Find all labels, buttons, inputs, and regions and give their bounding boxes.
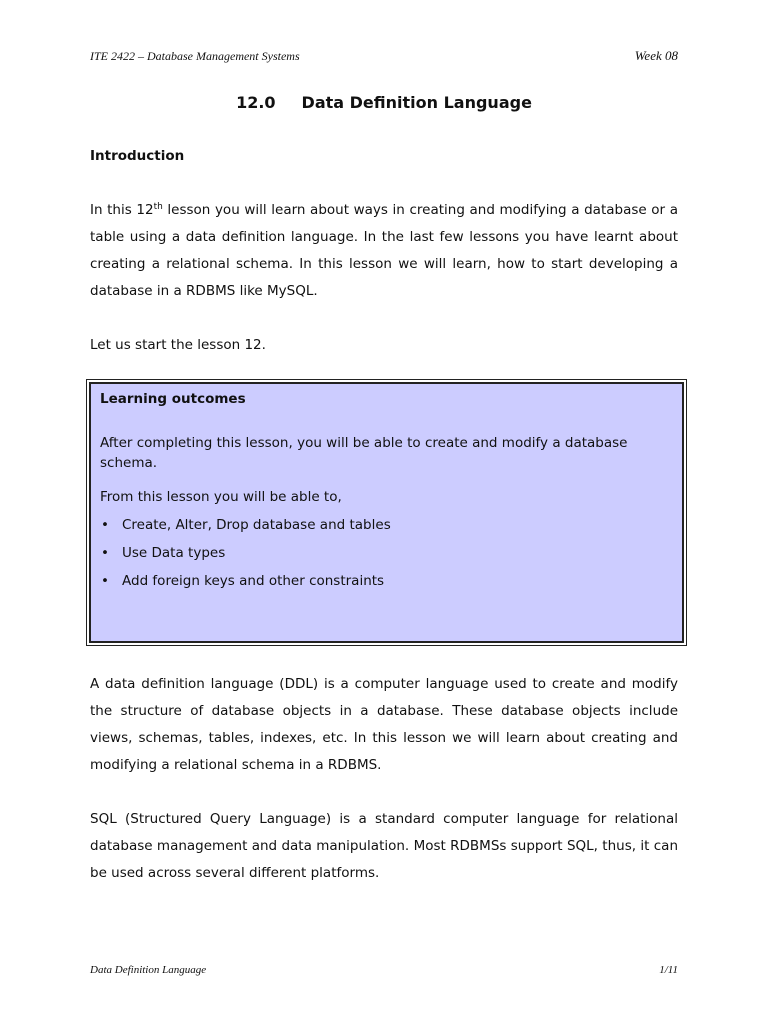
- learning-outcomes-list: [100, 515, 391, 599]
- list-item-text: Use Data types: [122, 545, 226, 561]
- list-item: [100, 571, 391, 599]
- page-number: 1/11: [659, 964, 678, 976]
- section-number: 12.0: [236, 93, 276, 112]
- page-header: [90, 46, 678, 66]
- week-label: Week 08: [634, 48, 678, 63]
- learning-outcomes-lead: From this lesson you will be able to,: [100, 489, 342, 505]
- ordinal-suffix: th: [153, 202, 163, 212]
- introduction-heading: Introduction: [90, 148, 185, 164]
- page-title: [0, 92, 768, 114]
- intro-text-start: In this 12: [90, 202, 154, 218]
- list-item-text: Create, Alter, Drop database and tables: [122, 517, 391, 533]
- intro-text-rest: lesson you will learn about ways in creating and modifying a database or a table using a data definition language. In the last few lessons you have learnt about creating a relational schema. In this lesson we will learn, how to start developing a database in a RDBMS like MySQL.: [90, 202, 678, 299]
- bullet-icon: •: [101, 545, 109, 561]
- list-item: [100, 543, 391, 571]
- page-footer: [90, 962, 678, 978]
- list-item-text: Add foreign keys and other constraints: [122, 573, 385, 589]
- footer-doc-title: Data Definition Language: [90, 964, 207, 976]
- learning-outcomes-panel: [89, 382, 684, 643]
- learning-outcomes-intro: After completing this lesson, you will be able to create and modify a database schema.: [100, 435, 628, 471]
- bullet-icon: •: [101, 517, 109, 533]
- learning-outcomes-title: Learning outcomes: [100, 391, 246, 407]
- learning-outcomes-box: [86, 379, 687, 646]
- start-lesson-paragraph: Let us start the lesson 12.: [90, 337, 266, 353]
- list-item: [100, 515, 391, 543]
- section-title: Data Definition Language: [301, 93, 532, 112]
- sql-paragraph: SQL (Structured Query Language) is a standard computer language for relational database management and data manipulation. Most RDBMSs support SQL, thus, it can be used across several different platforms.: [90, 811, 678, 881]
- course-title: ITE 2422 – Database Management Systems: [90, 48, 300, 63]
- bullet-icon: •: [101, 573, 109, 589]
- ddl-paragraph: A data definition language (DDL) is a computer language used to create and modify the structure of database objects in a database. These database objects include views, schemas, tables, indexes, etc. In this lesson we will learn about creating and modifying a relational schema in a RDBMS.: [90, 676, 678, 773]
- introduction-paragraph: [90, 197, 678, 305]
